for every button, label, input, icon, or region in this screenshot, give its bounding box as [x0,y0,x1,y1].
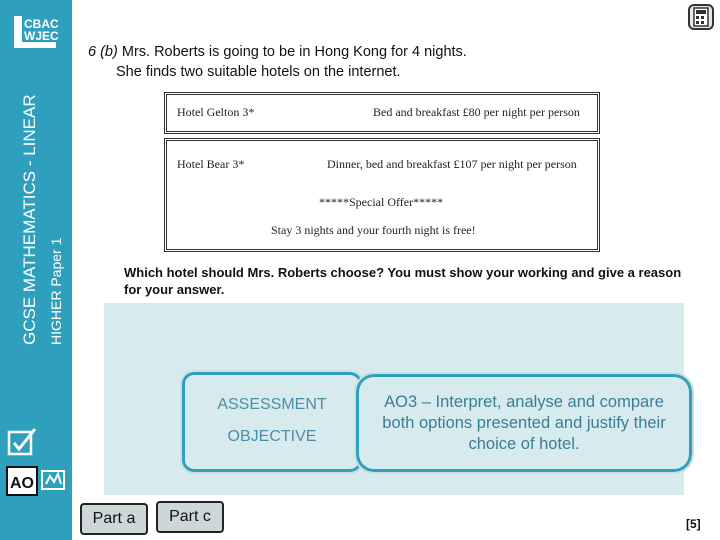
subject-title: GCSE MATHEMATICS - LINEAR [20,94,39,345]
assessment-objective-label-box [180,370,364,474]
question-line-1: Mrs. Roberts is going to be in Hong Kong for 4 nights. [121,44,467,60]
cbac-wjec-logo [12,12,64,52]
hotel-gelton-box [164,92,600,134]
question-text [88,42,467,82]
question-number: 6 (b) [88,44,118,60]
ao3-text: AO3 – Interpret, analyse and compare both options presented and justify their choice of hotel. [382,393,666,453]
ao-icon[interactable] [6,466,38,496]
sidebar [0,0,72,540]
marks-label: [5] [686,517,701,531]
svg-text:AO: AO [10,475,34,492]
hotel-deal: Dinner, bed and breakfast £107 per night per person [327,157,577,171]
checklist-icon[interactable] [6,426,38,458]
special-offer-title: *****Special Offer***** [319,195,444,209]
part-c-button[interactable]: Part c [156,501,224,533]
paper-title: HIGHER Paper 1 [48,237,64,345]
hotel-bear-box [164,138,600,252]
special-offer-text: Stay 3 nights and your fourth night is free! [271,223,476,237]
svg-text:WJEC: WJEC [24,29,59,43]
objective-label: OBJECTIVE [227,428,317,445]
ao3-description-box [354,372,694,474]
sub-question: Which hotel should Mrs. Roberts choose? You must show your working and give a reason for your answer. [124,265,682,297]
assessment-label: ASSESSMENT [217,396,327,413]
part-a-button[interactable]: Part a [80,503,148,535]
hotel-name: Hotel Gelton 3* [177,105,255,119]
calculator-icon[interactable] [688,4,714,30]
hotel-deal: Bed and breakfast £80 per night per person [373,105,580,119]
hotel-name: Hotel Bear 3* [177,157,245,171]
svg-text:CBAC: CBAC [24,17,59,31]
question-line-2: She finds two suitable hotels on the internet. [116,64,401,80]
examiner-icon[interactable] [40,468,66,492]
